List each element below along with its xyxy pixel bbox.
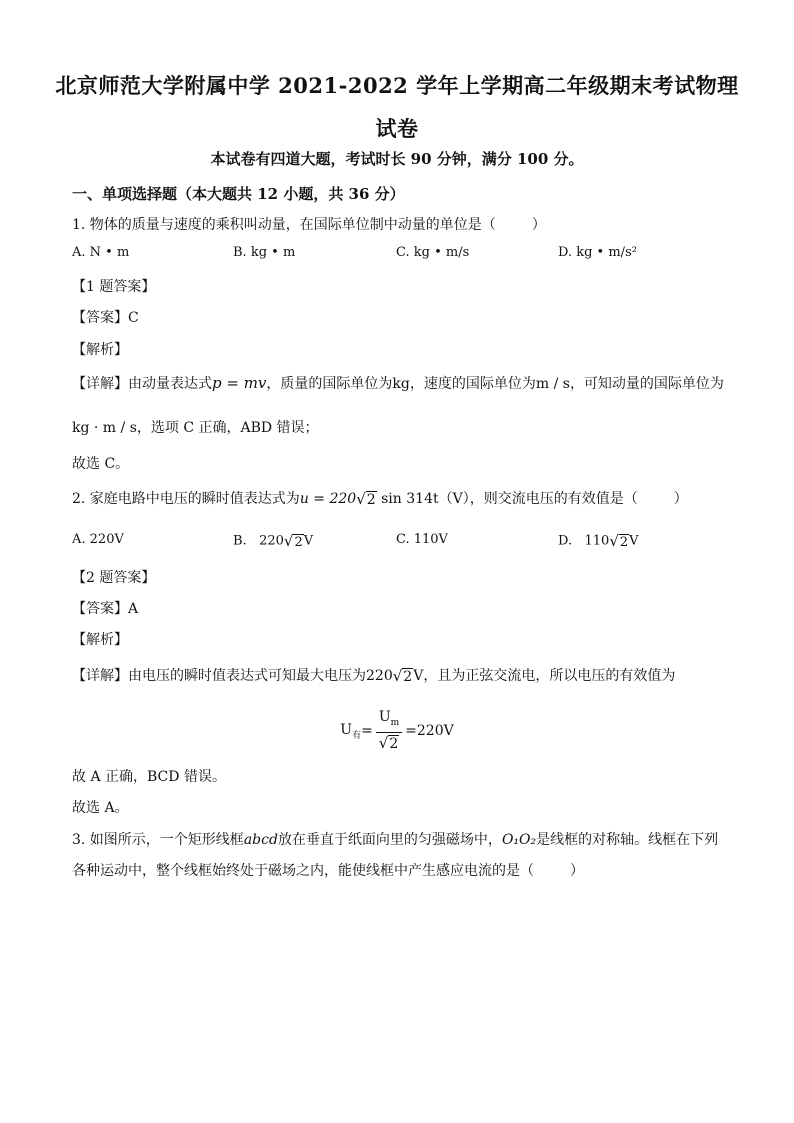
formula-lhs (340, 722, 361, 741)
question-3-text-c: 是线框的对称轴。线框在下列 (536, 832, 719, 848)
numerator-sub: m (390, 717, 400, 728)
fraction-denominator (379, 733, 399, 754)
q2-conclusion-1: 故 A 正确，BCD 错误。 (72, 769, 226, 785)
momentum-formula: p = mv (212, 374, 267, 392)
q1-option-a: A. N • m (72, 245, 130, 260)
q1-detail-line2 (72, 417, 319, 437)
sqrt-symbol: √2 (392, 667, 413, 685)
voltage-expression (300, 491, 470, 507)
detail-tag: 【详解】 (72, 668, 128, 684)
sqrt-arg: 2 (403, 669, 413, 685)
numerator-U: U (378, 709, 391, 725)
section-heading: 一、单项选择题（本大题共 12 小题，共 36 分） (72, 185, 405, 203)
q2-answer-line (72, 598, 138, 618)
max-voltage-value: 220 (366, 668, 393, 684)
q2-analysis-tag: 【解析】 (72, 632, 128, 648)
q1-answer-value: C (128, 310, 139, 326)
q2-option-d-value: 110 (584, 533, 610, 549)
unit-ms: m / s (535, 376, 570, 392)
q2-option-c: C. 110V (396, 532, 448, 547)
sqrt-symbol: √2 (356, 490, 376, 508)
q1-analysis-tag: 【解析】 (72, 342, 128, 358)
q2-detail-line1 (72, 665, 675, 685)
page-title-continued: 试卷 (375, 116, 419, 141)
q2-option-b (233, 532, 313, 550)
sqrt-arg: 2 (619, 535, 629, 550)
q1-option-c: C. kg • m/s (396, 245, 470, 260)
q2-option-d (558, 532, 639, 550)
q1-answer-line (72, 307, 139, 327)
sqrt-symbol: √2 (378, 733, 399, 752)
q1-option-b: B. kg • m (233, 245, 296, 260)
answer-tag: 【答案】 (72, 601, 128, 617)
sqrt-symbol: √2 (283, 532, 303, 550)
answer-tag: 【答案】 (72, 310, 128, 326)
effective-voltage-formula (0, 708, 794, 754)
q2-option-d-unit: V (629, 533, 639, 549)
q2-option-a: A. 220V (72, 532, 124, 547)
q1-detail-text-d: ，可知动量的国际单位为 (569, 376, 724, 392)
q2-answer-header: 【2 题答案】 (72, 570, 156, 586)
q2-detail-text-a: 由电压的瞬时值表达式可知最大电压为 (128, 668, 366, 684)
q2-detail-text-b: ，且为正弦交流电，所以电压的有效值为 (423, 668, 676, 684)
q1-detail-text-b: ，质量的国际单位为 (266, 376, 393, 392)
formula-equals: = (361, 722, 373, 739)
sqrt-arg: 2 (294, 535, 303, 550)
q2-option-d-label: D. (558, 533, 573, 549)
question-2-text: 2. 家庭电路中电压的瞬时值表达式为 (72, 491, 300, 507)
question-3-bracket-end: ） (570, 863, 584, 879)
exam-instructions: 本试卷有四道大题，考试时长 90 分钟，满分 100 分。 (210, 150, 584, 168)
q2-answer-value: A (128, 601, 139, 617)
formula-fraction (376, 708, 402, 754)
unit-kgms: kg · m / s (72, 420, 137, 436)
frame-name: abcd (243, 832, 278, 848)
formula-result: =220V (405, 722, 454, 739)
q1-answer-header: 【1 题答案】 (72, 279, 156, 295)
q1-option-d: D. kg • m/s² (558, 245, 637, 260)
page-title: 北京师范大学附属中学 2021-2022 学年上学期高二年级期末考试物理 (55, 73, 739, 98)
question-3-stem-line1 (72, 829, 718, 849)
axis-name: O₁O₂ (501, 832, 537, 848)
max-voltage (366, 668, 423, 684)
q1-detail-line1 (72, 373, 724, 393)
question-2-bracket-end: ） (673, 491, 688, 507)
q1-detail-text-e: ，选项 C 正确，ABD 错误； (136, 420, 319, 436)
max-voltage-unit: V (413, 668, 424, 684)
q1-detail-text-c: ，速度的国际单位为 (409, 376, 536, 392)
question-1-bracket-end: ） (531, 217, 546, 233)
expr-u: u = 220 (299, 491, 357, 507)
expr-rest: sin 314t（V） (381, 491, 470, 507)
question-3-text-a: 3. 如图所示，一个矩形线框 (72, 832, 244, 848)
q2-conclusion-2: 故选 A。 (72, 800, 129, 816)
detail-tag: 【详解】 (72, 376, 128, 392)
question-3-text-b: 放在垂直于纸面向里的匀强磁场中， (277, 832, 502, 848)
sqrt-arg: 2 (389, 735, 399, 752)
question-2-text-b: ，则交流电压的有效值是（ (469, 491, 638, 507)
formula-U-sub: 有 (352, 730, 362, 741)
q2-option-b-value: 220 (259, 533, 284, 549)
q2-option-b-unit: V (303, 533, 314, 549)
q1-conclusion: 故选 C。 (72, 456, 130, 472)
question-3-text-d: 各种运动中，整个线框始终处于磁场之内，能使线框中产生感应电流的是（ (72, 863, 534, 879)
sqrt-arg: 2 (366, 492, 376, 508)
q2-option-b-label: B. (233, 533, 247, 549)
unit-kg: kg (392, 376, 410, 392)
fraction-numerator (376, 708, 402, 733)
question-3-stem-line2 (72, 860, 584, 880)
question-2-stem (72, 488, 688, 508)
sqrt-symbol: √2 (609, 532, 629, 550)
question-1-text: 1. 物体的质量与速度的乘积叫动量，在国际单位制中动量的单位是（ (72, 217, 496, 233)
question-1-stem (72, 214, 546, 234)
formula-U: U (340, 721, 353, 738)
q1-detail-text-a: 由动量表达式 (128, 376, 212, 392)
